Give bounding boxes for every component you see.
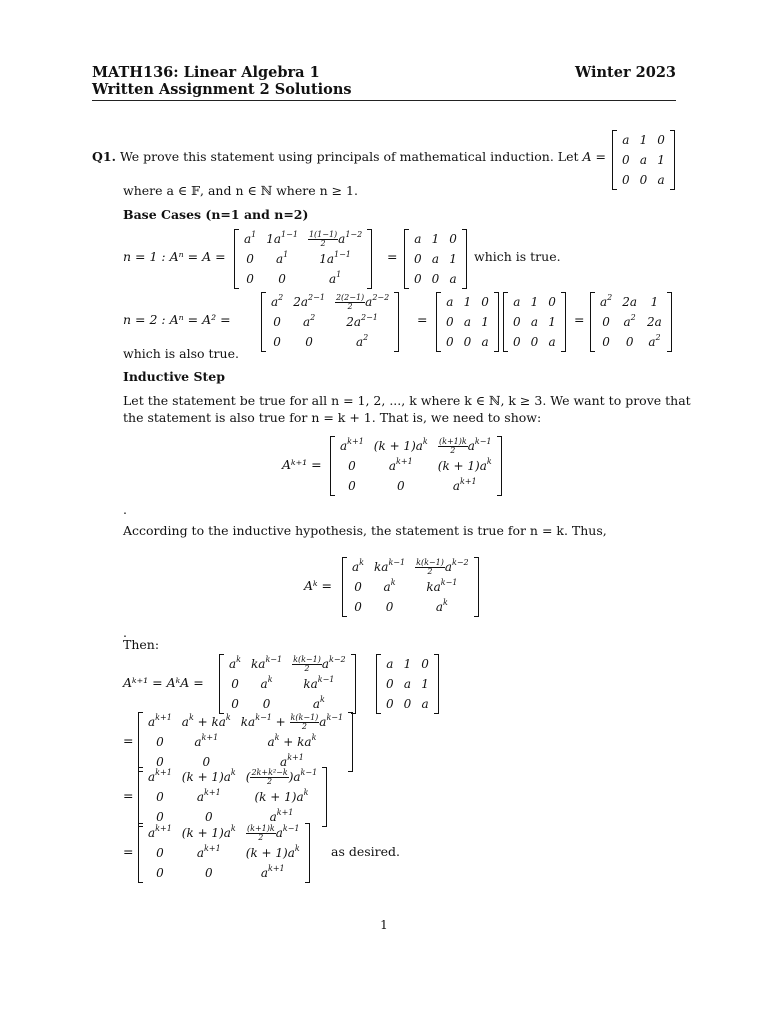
course-title: MATH136: Linear Algebra 1 <box>92 64 320 81</box>
inductive-para-1: Let the statement be true for all n = 1, 2, ..., k where k ∈ ℕ, k ≥ 3. We want to prove that <box>123 393 691 408</box>
n1-tail: which is true. <box>474 249 561 264</box>
matrix-ak-product: $a^k$ $ka^{k-1}$ $\frac{k(k-1)}{2}$ $a^{k-2}$ 0 $a^k$ $ka^{k-1}$ 0 0 $a^k$ <box>219 654 356 714</box>
matrix-a-definition: a 1 0 0 a 1 0 0 a <box>612 130 675 190</box>
matrix-n2-formula: $a^2$ $2a^{2-1}$ $\frac{2(2-1)}{2}$ $a^{2-2}$ 0 $a^2$ $2a^{2-1}$ 0 0 $a^2$ <box>261 292 399 352</box>
question-line <box>92 149 606 165</box>
n2-equals-2: = <box>574 312 585 327</box>
ak1-lhs: Aᵏ⁺¹ = <box>282 457 322 472</box>
matrix-ak1-goal: $a^{k+1}$ $(k + 1)a^k$ $\frac{(k+1)k}{2}$ $a^{k-1}$ 0 $a^{k+1}$ $(k + 1)a^k$ 0 0 $a^{k+1}$ <box>330 436 502 496</box>
n1-equals: = <box>387 249 398 264</box>
question-intro: We prove this statement using principals of mathematical induction. Let <box>119 149 579 164</box>
matrix-n2-a-right: a 1 0 0 a 1 0 0 a <box>503 292 566 352</box>
n1-lhs: n = 1 : Aⁿ = A = <box>123 249 226 264</box>
matrix-ak-hypothesis: $a^k$ $ka^{k-1}$ $\frac{k(k-1)}{2}$ $a^{k-2}$ 0 $a^k$ $ka^{k-1}$ 0 0 $a^k$ <box>342 557 479 617</box>
header-rule <box>92 100 676 101</box>
as-desired: as desired. <box>331 844 401 859</box>
period-2: . <box>123 625 127 640</box>
base-heading: Base Cases (n=1 and n=2) <box>123 207 309 222</box>
hypothesis-line: According to the inductive hypothesis, the statement is true for n = k. Thus, <box>123 523 607 538</box>
matrix-a-product: a 1 0 0 a 1 0 0 a <box>376 654 439 714</box>
product-lhs: Aᵏ⁺¹ = AᵏA = <box>123 675 204 690</box>
ak-lhs: Aᵏ = <box>304 578 333 593</box>
period-1: . <box>123 502 127 517</box>
n2-equals-1: = <box>417 312 428 327</box>
step2-equals: = <box>123 788 134 803</box>
matrix-n2-result: $a^2$ 2a 1 0 $a^2$ 2a 0 0 $a^2$ <box>590 292 672 352</box>
matrix-step-3: $a^{k+1}$ $(k + 1)a^k$ $\frac{(k+1)k}{2}$ $a^{k-1}$ 0 $a^{k+1}$ $(k + 1)a^k$ 0 0 $a^{k+1}$ <box>138 823 310 883</box>
matrix-n2-a-left: a 1 0 0 a 1 0 0 a <box>436 292 499 352</box>
matrix-n1-formula: $a^1$ $1a^{1-1}$ $\frac{1(1-1)}{2}$ $a^{1-2}$ 0 $a^1$ $1a^{1-1}$ 0 0 $a^1$ <box>234 229 372 289</box>
step1-equals: = <box>123 733 134 748</box>
matrix-n1-a: a 1 0 0 a 1 0 0 a <box>404 229 467 289</box>
n2-tail: which is also true. <box>123 346 239 361</box>
inductive-heading: Inductive Step <box>123 369 225 384</box>
term: Winter 2023 <box>574 64 676 81</box>
inductive-para-2: the statement is also true for n = k + 1. That is, we need to show: <box>123 410 542 425</box>
assignment-title: Written Assignment 2 Solutions <box>92 81 352 98</box>
let-a: A = <box>582 149 606 164</box>
where-line: where a ∈ 𝔽, and n ∈ ℕ where n ≥ 1. <box>123 183 358 198</box>
n2-lhs: n = 2 : Aⁿ = A² = <box>123 312 231 327</box>
step3-equals: = <box>123 844 134 859</box>
matrix-step-1: $a^{k+1}$ $a^k + ka^k$ $ka^{k-1}$ + $\frac{k(k-1)}{2}$ $a^{k-1}$ 0 $a^{k+1}$ $a^k + ka^k$ 0 0 $a^{k+1}$ <box>138 712 353 772</box>
then-label: Then: <box>123 637 160 652</box>
matrix-step-2: $a^{k+1}$ $(k + 1)a^k$ ( $\frac{\text{2k+k²−k}}{2}$ )$a^{k-1}$ 0 $a^{k+1}$ $(k + 1)a^k$ 0 0 $a^{k+1}$ <box>138 767 327 827</box>
page-number: 1 <box>380 918 388 932</box>
question-label: Q1. <box>92 149 116 164</box>
